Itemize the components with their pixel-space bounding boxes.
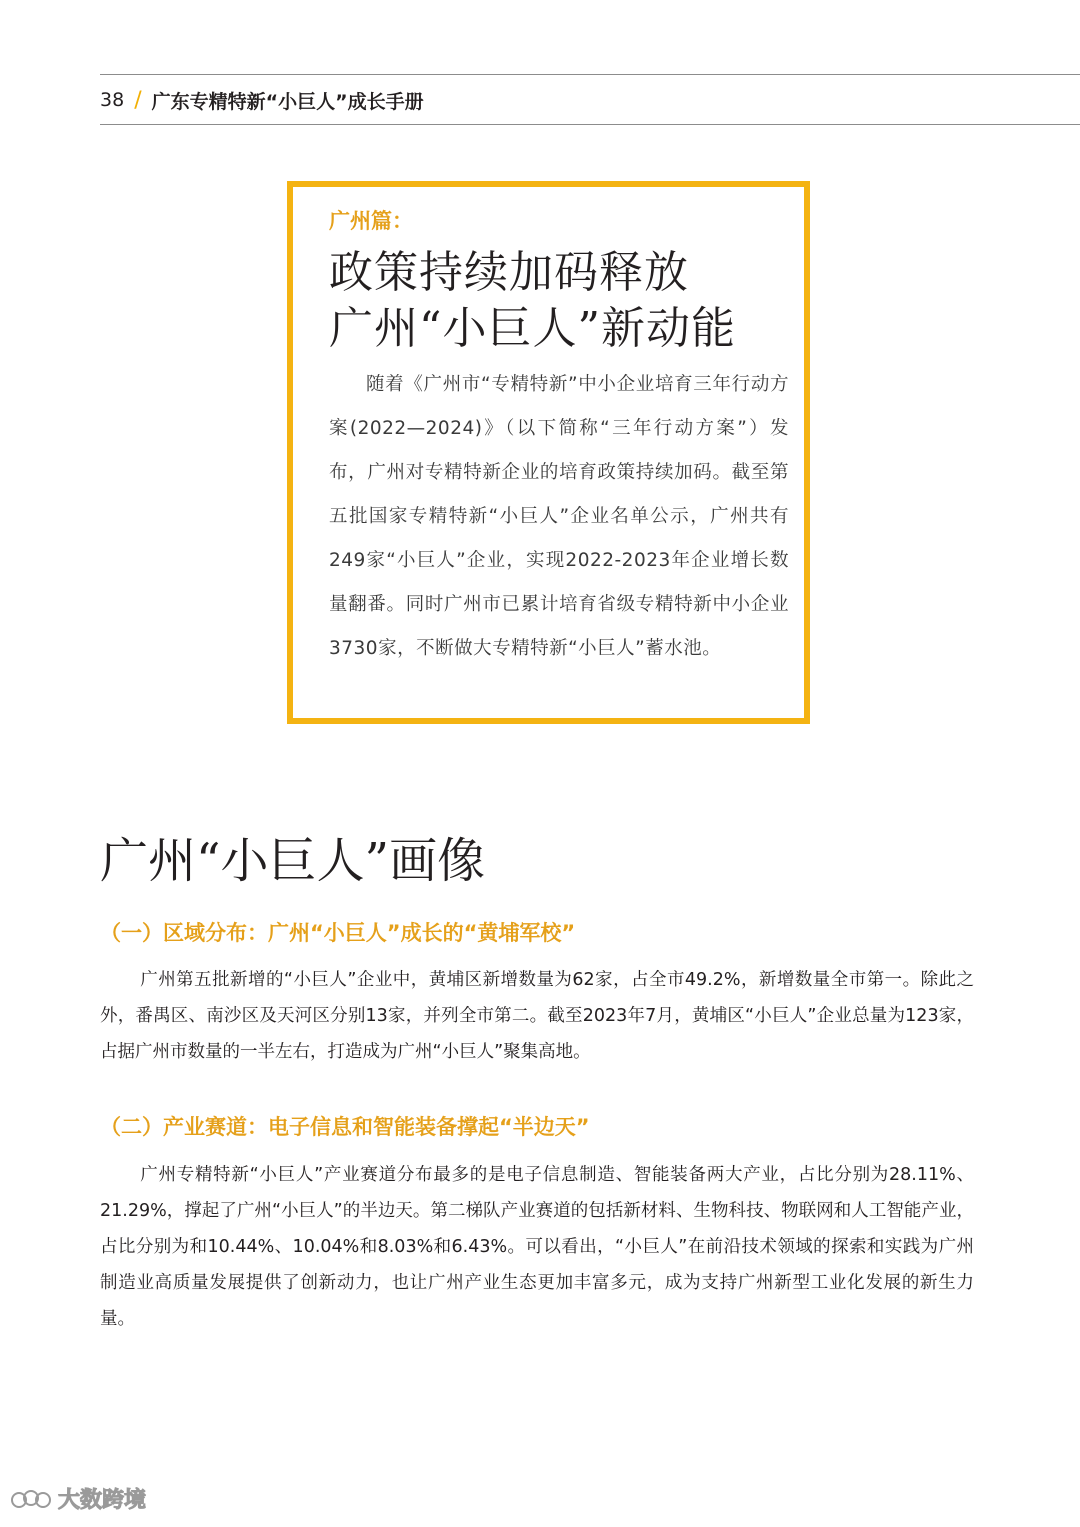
intro-box [287, 181, 810, 724]
intro-body: 随着《广州市“专精特新”中小企业培育三年行动方案(2022—2024)》（以下简称“三年行动方案”）发布，广州对专精特新企业的培育政策持续加码。截至第五批国家专精特新“小巨人”企业名单公示，广州共有249家“小巨人”企业，实现2022-2023年企业增长数量翻番。同时广州市已累计培育省级专精特新中小企业3730家，不断做大专精特新“小巨人”蓄水池。 [329, 374, 789, 659]
subsection-body-1: 广州第五批新增的“小巨人”企业中，黄埔区新增数量为62家，占全市49.2%，新增数量全市第一。除此之外，番禺区、南沙区及天河区分别13家，并列全市第二。截至2023年7月，黄埔区“小巨人”企业总量为123家，占据广州市数量的一半左右，打造成为广州“小巨人”聚集高地。 [100, 970, 974, 1062]
section-title: 广州“小巨人”画像 [100, 833, 486, 889]
intro-title-line-2: 广州“小巨人”新动能 [329, 303, 736, 354]
page-number: 38 [100, 89, 125, 111]
intro-label: 广州篇： [329, 209, 413, 233]
watermark-text: 大数跨境 [58, 1488, 147, 1513]
book-title: 广东专精特新“小巨人”成长手册 [151, 90, 424, 113]
watermark-logo-icon [10, 1487, 52, 1511]
subsection-heading-1: （一）区域分布：广州“小巨人”成长的“黄埔军校” [100, 921, 576, 945]
header-rule-bottom [100, 124, 1080, 125]
header-separator: / [134, 87, 142, 113]
running-header [100, 84, 424, 116]
intro-title [329, 245, 789, 357]
watermark [10, 1483, 146, 1514]
subsection-body-2: 广州专精特新“小巨人”产业赛道分布最多的是电子信息制造、智能装备两大产业，占比分别为28.11%、21.29%，撑起了广州“小巨人”的半边天。第二梯队产业赛道的包括新材料、生物科技、物联网和人工智能产业，占比分别为和10.44%、10.04%和8.03%和6.43%。可以看出，“小巨人”在前沿技术领域的探索和实践为广州制造业高质量发展提供了创新动力，也让广州产业生态更加丰富多元，成为支持广州新型工业化发展的新生力量。 [100, 1165, 974, 1329]
subsection-heading-2: （二）产业赛道：电子信息和智能装备撑起“半边天” [100, 1115, 590, 1139]
intro-title-line-1: 政策持续加码释放 [329, 247, 689, 298]
header-rule-top [100, 74, 1080, 75]
